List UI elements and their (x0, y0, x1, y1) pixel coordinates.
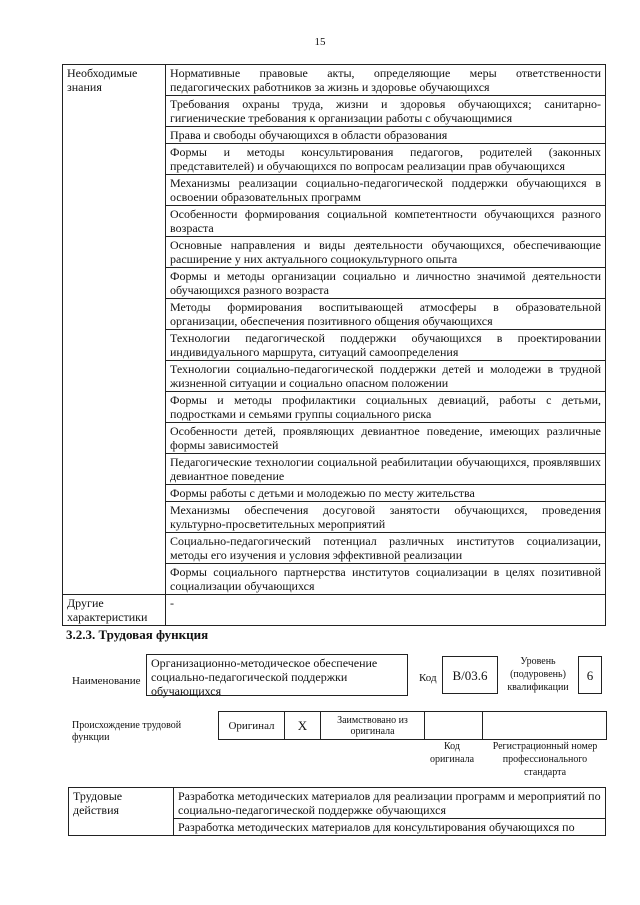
knowledge-table (62, 64, 606, 626)
name-label: Наименование (72, 675, 141, 687)
knowledge-item: Механизмы обеспечения досуговой занятости обучающихся, проведения культурно-просветительных мероприятий (166, 502, 606, 533)
level-label: Уровень (подуровень) квалификации (507, 656, 569, 693)
action-item: Разработка методических материалов для реализации программ и мероприятий по социально-педагогической поддержке обучающихся (174, 788, 606, 819)
knowledge-item: Основные направления и виды деятельности обучающихся, обеспечивающие расширение у них актуального социокультурного опыта (166, 237, 606, 268)
knowledge-item: Требования охраны труда, жизни и здоровья обучающихся; санитарно-гигиенические требования к организации работы с обучающимися (166, 96, 606, 127)
knowledge-row (63, 65, 606, 96)
knowledge-item: Социально-педагогический потенциал различных институтов социализации, методы его изучения и условия эффективной реализации (166, 533, 606, 564)
actions-label: Трудовые действия (69, 788, 174, 836)
knowledge-item: Нормативные правовые акты, определяющие меры ответственности педагогических работников за жизнь и здоровье обучающихся (166, 65, 606, 96)
original-mark: X (285, 712, 321, 740)
registration-number-cell (483, 712, 607, 740)
knowledge-item: Технологии социально-педагогической поддержки детей и молодежи в трудной жизненной ситуации и социально опасном положении (166, 361, 606, 392)
level-field: 6 (578, 656, 602, 694)
registration-number-caption: Регистрационный номер профессионального стандарта (492, 741, 598, 778)
knowledge-item: Формы социального партнерства институтов социализации в целях позитивной социализации обучающихся (166, 564, 606, 595)
knowledge-item: Формы и методы организации социально и личностно значимой деятельности обучающихся разного возраста (166, 268, 606, 299)
other-characteristics-value: - (166, 595, 606, 626)
action-row (69, 788, 606, 819)
section-title: 3.2.3. Трудовая функция (66, 627, 209, 642)
borrowed-label: Заимствовано из оригинала (321, 712, 425, 740)
knowledge-item: Формы и методы профилактики социальных девиаций, работы с детьми, подростками и семьями группы социального риска (166, 392, 606, 423)
origin-table (218, 711, 607, 740)
knowledge-item: Права и свободы обучающихся в области образования (166, 127, 606, 144)
origin-label: Происхождение трудовой функции (72, 720, 182, 743)
page-number: 15 (314, 36, 326, 48)
knowledge-item: Формы работы с детьми и молодежью по месту жительства (166, 485, 606, 502)
code-original-caption: Код оригинала (429, 741, 475, 765)
labor-actions-table (68, 787, 606, 836)
original-label: Оригинал (219, 712, 285, 740)
action-item: Разработка методических материалов для консультирования обучающихся по (174, 819, 606, 836)
knowledge-item: Педагогические технологии социальной реабилитации обучающихся, проявлявших девиантное поведение (166, 454, 606, 485)
knowledge-label: Необходимые знания (63, 65, 166, 595)
knowledge-item: Механизмы реализации социально-педагогической поддержки обучающихся в освоении образовательных программ (166, 175, 606, 206)
knowledge-item: Методы формирования воспитывающей атмосферы в образовательной организации, обеспечения позитивного общения обучающихся (166, 299, 606, 330)
other-characteristics-label: Другие характеристики (63, 595, 166, 626)
knowledge-item: Особенности детей, проявляющих девиантное поведение, имеющих различные формы зависимостей (166, 423, 606, 454)
function-code-field: B/03.6 (442, 656, 498, 694)
knowledge-item: Технологии педагогической поддержки обучающихся в проектировании индивидуального маршрута, ситуаций самоопределения (166, 330, 606, 361)
knowledge-item: Формы и методы консультирования педагогов, родителей (законных представителей) и обучающихся по вопросам реализации прав обучающихся (166, 144, 606, 175)
knowledge-item: Особенности формирования социальной компетентности обучающихся разного возраста (166, 206, 606, 237)
original-code-cell (425, 712, 483, 740)
function-name-field: Организационно-методическое обеспечение социально-педагогической поддержки обучающихся (146, 654, 408, 696)
code-label: Код (419, 672, 437, 684)
other-characteristics-row (63, 595, 606, 626)
